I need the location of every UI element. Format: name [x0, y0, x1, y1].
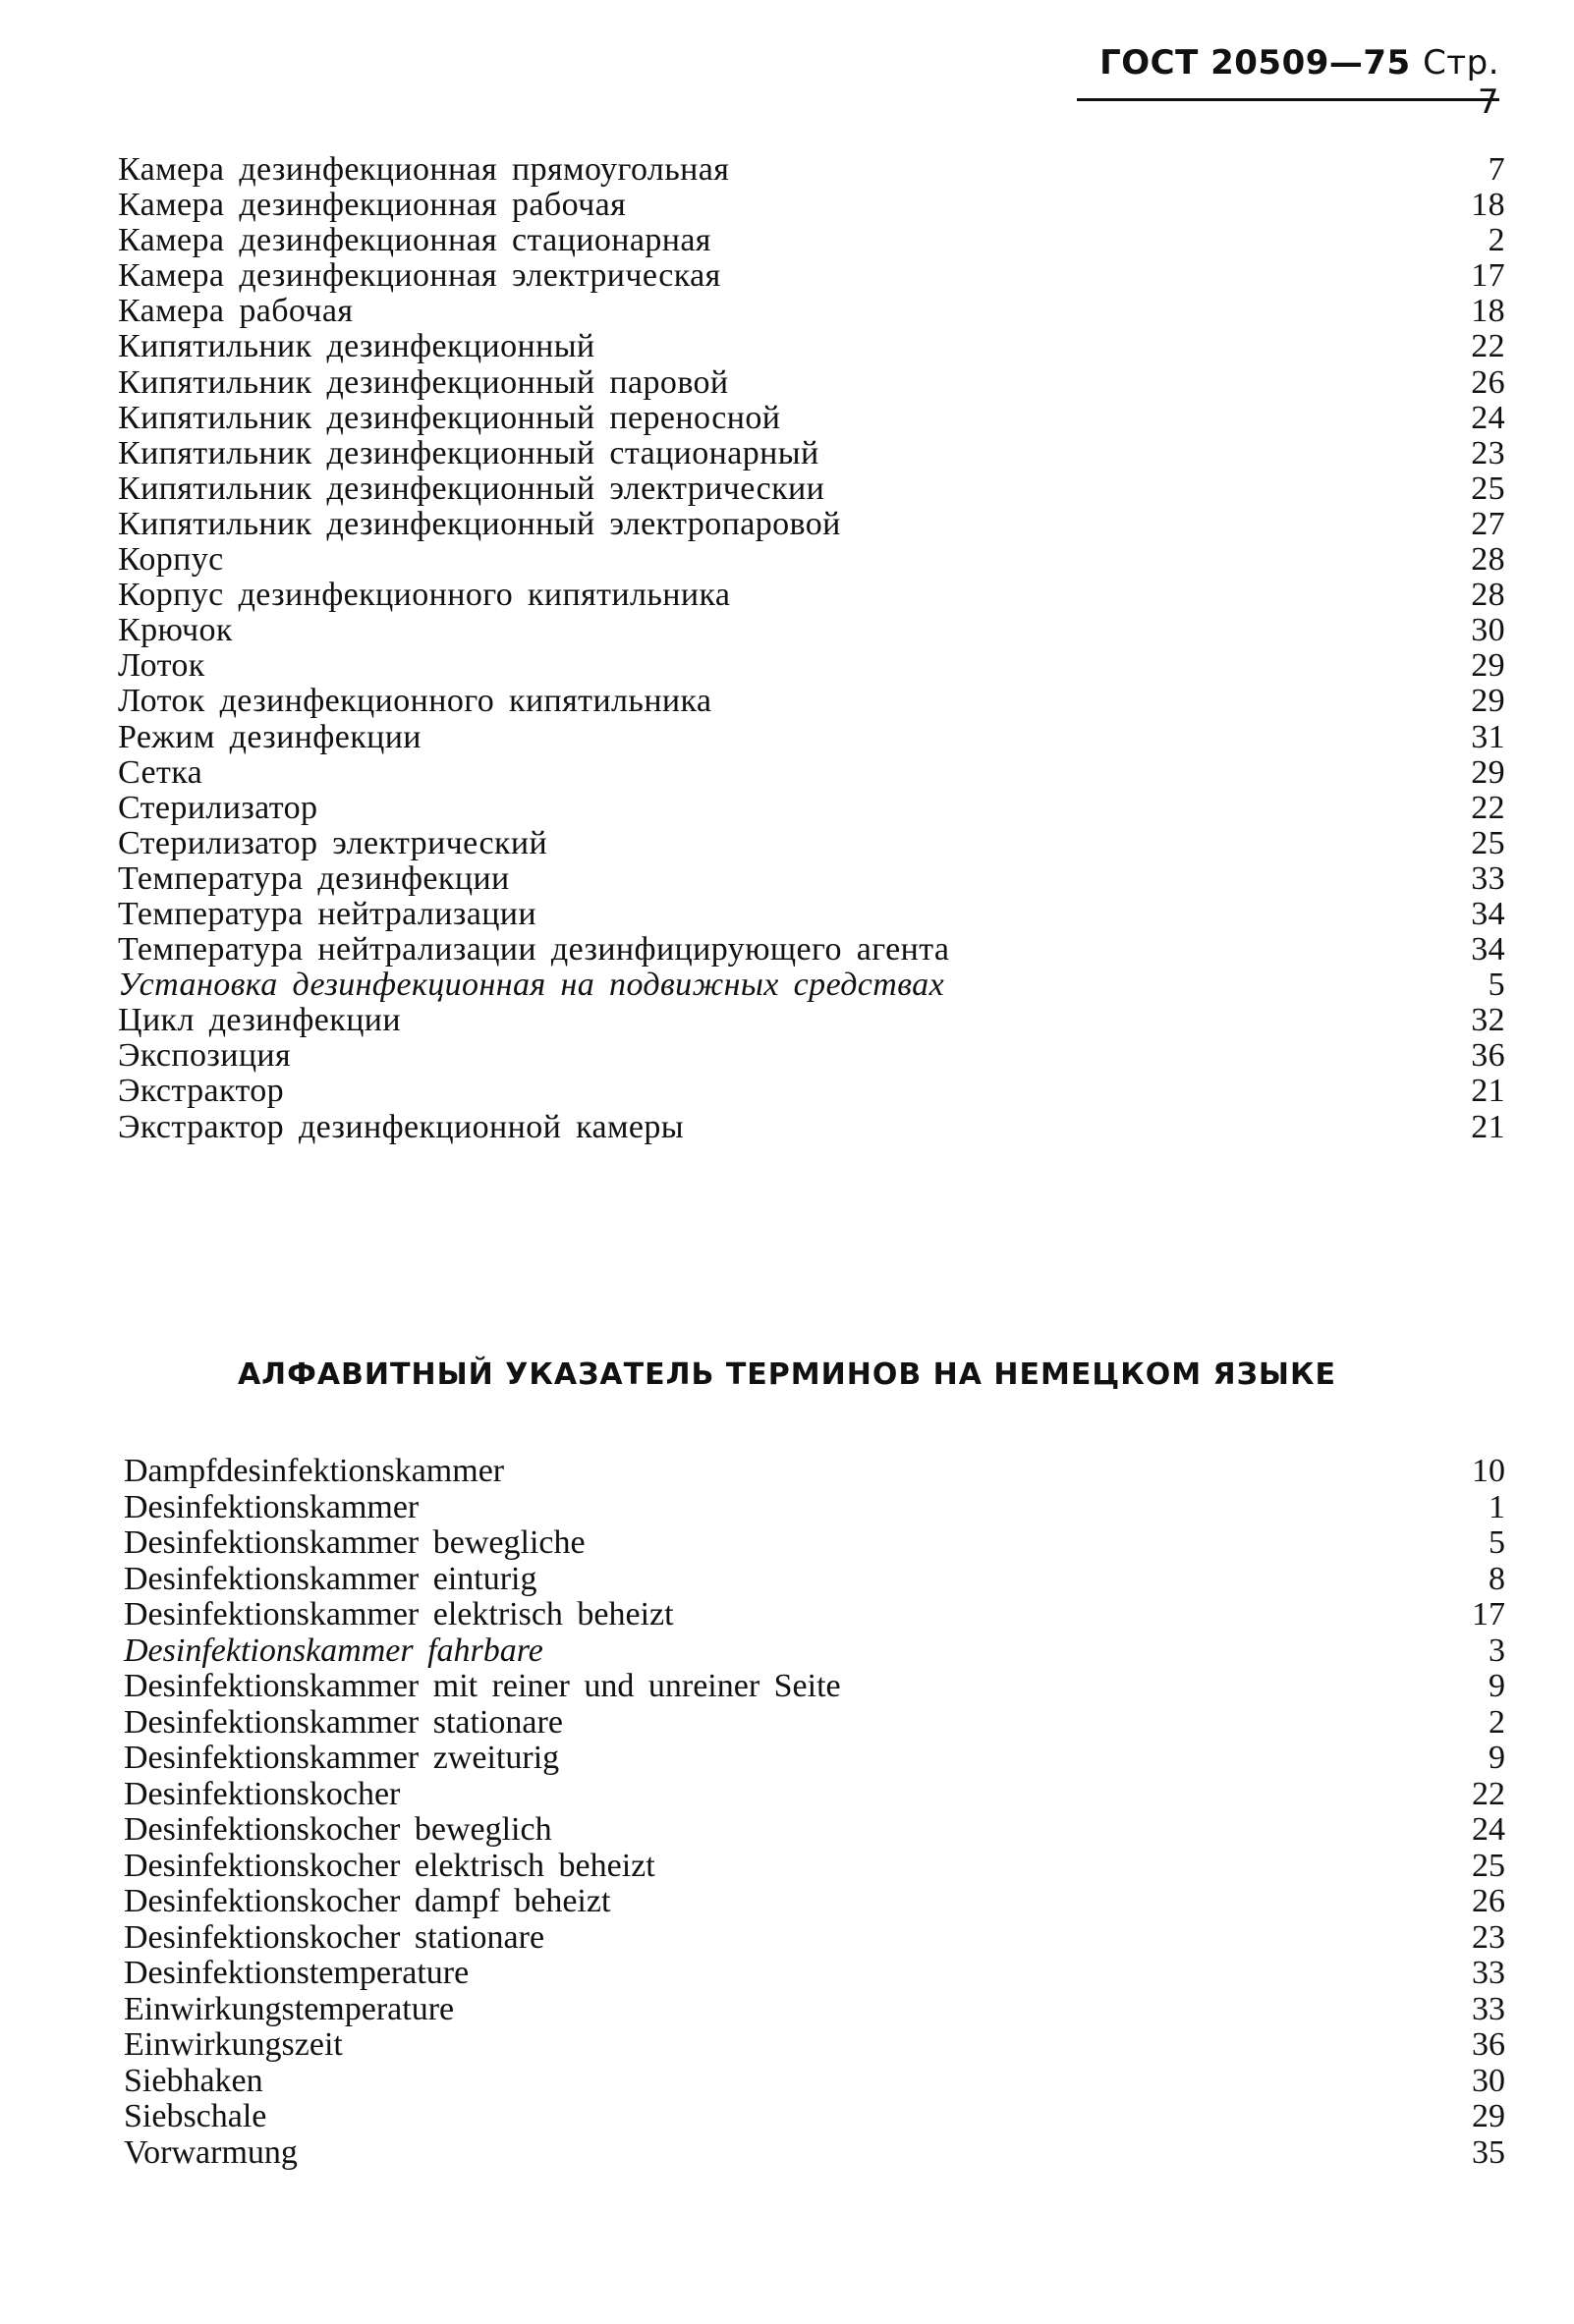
index-term: Установка дезинфекционная на подвижных средствах	[118, 967, 945, 1004]
russian-index-entry	[118, 1003, 1505, 1038]
german-index-entry	[124, 1669, 1505, 1705]
index-page-number: 22	[1472, 1775, 1505, 1812]
index-page-number: 28	[1471, 541, 1505, 579]
index-page-number: 25	[1471, 824, 1505, 861]
index-page-number: 32	[1471, 1002, 1505, 1039]
german-index-entry	[124, 2064, 1505, 2100]
index-page-number: 33	[1472, 1990, 1505, 2027]
index-page-number: 36	[1472, 2026, 1505, 2063]
german-index-entry	[124, 1597, 1505, 1633]
index-page-number: 25	[1471, 470, 1505, 507]
index-page-number: 30	[1472, 2062, 1505, 2099]
german-index-entry	[124, 1920, 1505, 1957]
russian-index-entry	[118, 932, 1505, 968]
index-term: Siebhaken	[124, 2062, 263, 2099]
index-page-number: 5	[1488, 967, 1505, 1004]
german-index-entry	[124, 1562, 1505, 1598]
index-page-number: 29	[1471, 683, 1505, 720]
index-term: Desinfektionstemperature	[124, 1955, 470, 1991]
index-page-number: 9	[1489, 1740, 1505, 1776]
index-page-number: 2	[1489, 1703, 1505, 1741]
index-term: Desinfektionskammer einturig	[124, 1560, 537, 1597]
russian-index-entry	[118, 188, 1505, 223]
index-page-number: 29	[1472, 2098, 1505, 2134]
russian-index-entry	[118, 542, 1505, 578]
russian-index-entry	[118, 578, 1505, 613]
index-page-number: 26	[1472, 1883, 1505, 1919]
german-index-entry	[124, 1992, 1505, 2028]
index-page-number: 26	[1471, 363, 1505, 401]
german-index-entry	[124, 1633, 1505, 1670]
russian-index-entry	[118, 826, 1505, 861]
index-page-number: 35	[1472, 2133, 1505, 2171]
index-page-number: 21	[1471, 1073, 1505, 1110]
index-page-number: 24	[1472, 1811, 1505, 1848]
index-term: Кипятильник дезинфекционный электропаровой	[118, 505, 841, 542]
index-page-number: 5	[1489, 1524, 1505, 1561]
index-page-number: 34	[1471, 895, 1505, 932]
german-index-entry	[124, 2135, 1505, 2172]
index-page-number: 7	[1488, 151, 1505, 188]
page-number: Стр. 7	[1423, 43, 1499, 122]
index-term: Экстрактор дезинфекционной камеры	[118, 1108, 685, 1145]
index-page-number: 2	[1488, 222, 1505, 259]
index-term: Desinfektionskocher	[124, 1775, 401, 1812]
german-index-entry	[124, 1849, 1505, 1885]
german-index-entry	[124, 2099, 1505, 2135]
index-term: Сетка	[118, 753, 203, 791]
index-page-number: 29	[1471, 753, 1505, 791]
russian-index-entry	[118, 648, 1505, 684]
german-index-entry	[124, 1490, 1505, 1526]
index-term: Einwirkungstemperature	[124, 1990, 455, 2027]
index-term: Стерилизатор	[118, 789, 318, 826]
russian-index-entry	[118, 613, 1505, 648]
index-term: Камера дезинфекционная стационарная	[118, 222, 711, 259]
german-index-entry	[124, 1812, 1505, 1849]
russian-index-entry	[118, 223, 1505, 258]
index-term: Desinfektionskammer mit reiner und unreiner Seite	[124, 1668, 841, 1704]
index-term: Экспозиция	[118, 1037, 292, 1075]
index-page-number: 10	[1472, 1453, 1505, 1489]
header-rule	[1077, 98, 1499, 101]
index-page-number: 24	[1471, 399, 1505, 436]
russian-index-entry	[118, 507, 1505, 542]
russian-index-entry	[118, 968, 1505, 1003]
index-page-number: 31	[1471, 718, 1505, 755]
russian-index-entry	[118, 684, 1505, 719]
russian-index-entry	[118, 897, 1505, 932]
index-term: Кипятильник дезинфекционный паровой	[118, 363, 729, 401]
index-page-number: 21	[1471, 1108, 1505, 1145]
index-term: Desinfektionskocher beweglich	[124, 1811, 552, 1848]
index-page-number: 22	[1471, 789, 1505, 826]
german-term-index	[124, 1454, 1505, 2171]
index-term: Экстрактор	[118, 1073, 285, 1110]
index-page-number: 8	[1489, 1560, 1505, 1597]
index-page-number: 23	[1471, 434, 1505, 471]
russian-index-entry	[118, 258, 1505, 294]
index-page-number: 34	[1471, 931, 1505, 968]
german-index-entry	[124, 1705, 1505, 1742]
index-term: Корпус дезинфекционного кипятильника	[118, 577, 731, 614]
russian-index-entry	[118, 1074, 1505, 1109]
index-term: Корпус	[118, 541, 224, 579]
russian-index-entry	[118, 365, 1505, 401]
index-page-number: 33	[1471, 859, 1505, 897]
index-term: Цикл дезинфекции	[118, 1002, 401, 1039]
index-page-number: 18	[1471, 293, 1505, 330]
index-term: Desinfektionskocher dampf beheizt	[124, 1883, 611, 1919]
index-page-number: 17	[1471, 257, 1505, 295]
index-term: Камера рабочая	[118, 293, 354, 330]
german-index-entry	[124, 1525, 1505, 1562]
index-page-number: 33	[1472, 1955, 1505, 1991]
index-term: Температура нейтрализации	[118, 895, 536, 932]
index-term: Камера дезинфекционная электрическая	[118, 257, 721, 295]
index-term: Кипятильник дезинфекционный электрическии	[118, 470, 825, 507]
index-page-number: 36	[1471, 1037, 1505, 1075]
index-term: Лоток дезинфекционного кипятильника	[118, 683, 712, 720]
russian-index-entry	[118, 791, 1505, 826]
russian-index-entry	[118, 436, 1505, 471]
index-page-number: 18	[1471, 187, 1505, 224]
index-term: Температура нейтрализации дезинфицирующего агента	[118, 931, 950, 968]
index-term: Камера дезинфекционная рабочая	[118, 187, 627, 224]
index-page-number: 30	[1471, 612, 1505, 649]
index-term: Einwirkungszeit	[124, 2026, 343, 2063]
index-term: Кипятильник дезинфекционный стационарный	[118, 434, 819, 471]
russian-index-entry	[118, 471, 1505, 507]
russian-index-entry	[118, 152, 1505, 188]
russian-index-entry	[118, 401, 1505, 436]
index-term: Desinfektionskammer bewegliche	[124, 1524, 586, 1561]
index-page-number: 29	[1471, 647, 1505, 685]
page-header	[1067, 43, 1499, 122]
index-page-number: 27	[1471, 505, 1505, 542]
russian-term-index	[118, 152, 1505, 1145]
russian-index-entry	[118, 720, 1505, 755]
german-index-entry	[124, 1884, 1505, 1920]
index-page-number: 17	[1472, 1596, 1505, 1632]
index-term: Режим дезинфекции	[118, 718, 422, 755]
index-term: Лоток	[118, 647, 205, 685]
index-term: Siebschale	[124, 2098, 267, 2134]
german-index-entry	[124, 2027, 1505, 2064]
russian-index-entry	[118, 329, 1505, 364]
index-page-number: 25	[1472, 1847, 1505, 1884]
index-term: Крючок	[118, 612, 233, 649]
russian-index-entry	[118, 861, 1505, 897]
index-page-number: 23	[1472, 1918, 1505, 1956]
russian-index-entry	[118, 1110, 1505, 1145]
index-page-number: 28	[1471, 577, 1505, 614]
russian-index-entry	[118, 755, 1505, 791]
index-page-number: 9	[1489, 1668, 1505, 1704]
russian-index-entry	[118, 294, 1505, 329]
russian-index-entry	[118, 1038, 1505, 1074]
index-page-number: 1	[1489, 1488, 1505, 1525]
index-term: Камера дезинфекционная прямоугольная	[118, 151, 730, 188]
german-index-entry	[124, 1777, 1505, 1813]
index-term: Desinfektionskocher elektrisch beheizt	[124, 1847, 655, 1884]
index-term: Desinfektionskammer fahrbare	[124, 1632, 543, 1669]
index-term: Desinfektionskammer stationare	[124, 1703, 563, 1741]
index-term: Стерилизатор электрический	[118, 824, 548, 861]
index-term: Температура дезинфекции	[118, 859, 510, 897]
index-term: Desinfektionskammer	[124, 1488, 420, 1525]
index-page-number: 3	[1489, 1632, 1505, 1669]
index-term: Desinfektionskammer zweiturig	[124, 1740, 560, 1776]
index-page-number: 22	[1471, 328, 1505, 365]
index-term: Кипятильник дезинфекционный переносной	[118, 399, 781, 436]
index-term: Vorwarmung	[124, 2133, 298, 2171]
index-term: Desinfektionskocher stationare	[124, 1918, 545, 1956]
index-term: Кипятильник дезинфекционный	[118, 328, 595, 365]
standard-number: ГОСТ 20509—75	[1099, 43, 1411, 83]
german-index-entry	[124, 1741, 1505, 1777]
german-index-heading: АЛФАВИТНЫЙ УКАЗАТЕЛЬ ТЕРМИНОВ НА НЕМЕЦКОМ ЯЗЫКЕ	[237, 1357, 1337, 1392]
index-term: Dampfdesinfektionskammer	[124, 1453, 505, 1489]
index-term: Desinfektionskammer elektrisch beheizt	[124, 1596, 674, 1632]
german-index-entry	[124, 1956, 1505, 1992]
german-index-entry	[124, 1454, 1505, 1490]
